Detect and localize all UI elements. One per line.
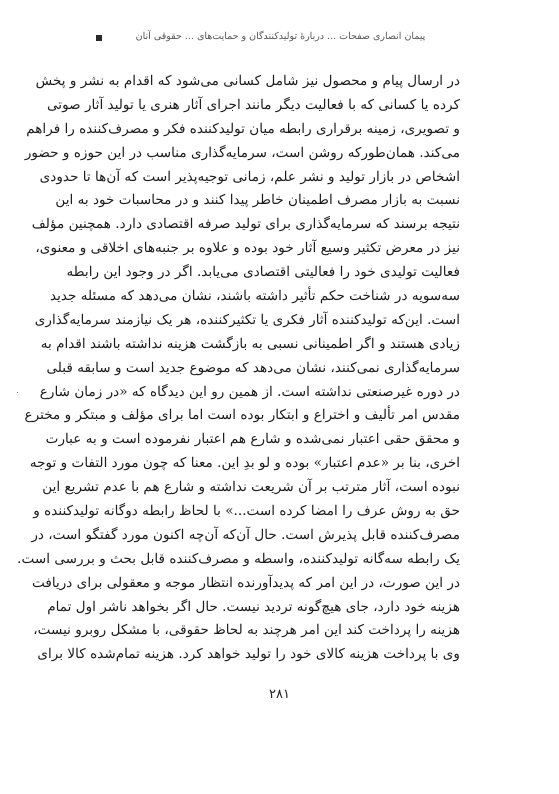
text-line: نتیجه برسند که سرمایه‌گذاری برای تولید صرفه اقتصادی دارد. همچنین مؤلف (31, 216, 460, 233)
text-line: سرمایه‌گذاری نمی‌کنند، نشان می‌دهد که موضوع جدید است و سابقه قبلی (46, 359, 460, 376)
text-line: فعالیت تولیدی خود را فعالیتی اقتصادی می‌یابد. اگر در وجود این رابطه (66, 264, 460, 281)
text-line: زیادی هستند و اگر اطمینانی نسبی به بازگشت هزینه نداشته باشند اقدام به (40, 335, 460, 352)
text-line: یک رابطه سه‌گانه تولیدکننده، واسطه و مصرف‌کننده قابل بحث و بررسی است. (17, 550, 460, 567)
text-line: مصرف‌کننده قابل پذیرش است. حال آن‌که آن‌چه اکنون مورد گفتگو است، در (31, 526, 460, 543)
running-header: پیمان انصاری صفحات ... دربارهٔ تولیدکنندگان و حمایت‌های ... حقوقی آنان (135, 31, 426, 42)
text-line: نسبت به بازار مصرف اطمینان خاطر پیدا کنند و در محاسبات خود به این (55, 192, 460, 209)
text-line: اشخاص در بازار تولید و نشر علم، زمانی توجیه‌پذیر است که آن‌ها تا حدودی (39, 168, 460, 185)
text-line: در ارسال پیام و محصول نیز شامل کسانی می‌شود که اقدام به نشر و پخش (35, 73, 460, 89)
text-line: مقدس امر تألیف و اختراع و ابتکار بوده است اما برای مؤلف و مبتکر و مخترع (24, 407, 460, 424)
text-line: وی با پرداخت هزینه کالای خود را تولید خواهد کرد. هزینه تمام‌شده کالا برای (37, 646, 460, 663)
text-line: سه‌سویه در شناخت حکم تأثیر داشته باشند، نشان می‌دهد که مسئله جدید (49, 288, 460, 305)
text-line: کرده یا کسانی که با فعالیت دیگر مانند اجرای آثار هنری یا تولید آثار صوتی (46, 96, 460, 113)
body-text (17, 70, 460, 667)
text-line: هزینه را پرداخت کند این امر هرچند به لحاظ حقوقی، با مشکل روبرو نیست، (33, 622, 460, 639)
page-number: ۲۸۱ (269, 687, 290, 702)
text-line: می‌کند. همان‌طورکه روشن است، سرمایه‌گذاری مناسب در این حوزه و حضور (24, 144, 460, 161)
text-line: در دوره غیرصنعتی نداشته است. از همین رو این دیدگاه که «در زمان شارع (39, 383, 460, 400)
text-line: حق به روش عرف را امضا کرده است...» با لحاظ رابطه دوگانه تولیدکننده و (33, 503, 460, 520)
margin-mark (17, 392, 18, 393)
text-line: اخری، بنا بر «عدم اعتبار» بوده و لو بدِ این. معنا که چون مورد التفات و توجه (29, 455, 460, 472)
text-line: و تصویری، زمینه برقراری رابطه میان تولیدکننده فکر و مصرف‌کننده را فراهم (26, 120, 460, 137)
text-line: هزینه خود دارد، جای هیچ‌گونه تردید نیست. حال اگر بخواهد ناشر اول تمام (47, 598, 460, 615)
text-line: و محقق حقی اعتبار نمی‌شده و شارع هم اعتبار نفرموده است و به عبارت (45, 431, 460, 448)
text-line: نیز در معرض تکثیر وسیع آثار خود بوده و علاوه بر جنبه‌های اخلاقی و معنوی، (35, 240, 460, 257)
text-line: در این صورت، در این امر که پدیدآورنده انتظار موجه و معقولی برای دریافت (31, 574, 460, 591)
header-bullet (96, 35, 102, 41)
text-line: نبوده است، آثار مترتب بر آن شریعت نداشته و شارع هم با عدم تشریع این (42, 479, 460, 496)
text-line: است. این‌که تولیدکننده آثار فکری یا تکثیرکننده، هر یک نیازمند سرمایه‌گذاری (34, 311, 460, 328)
